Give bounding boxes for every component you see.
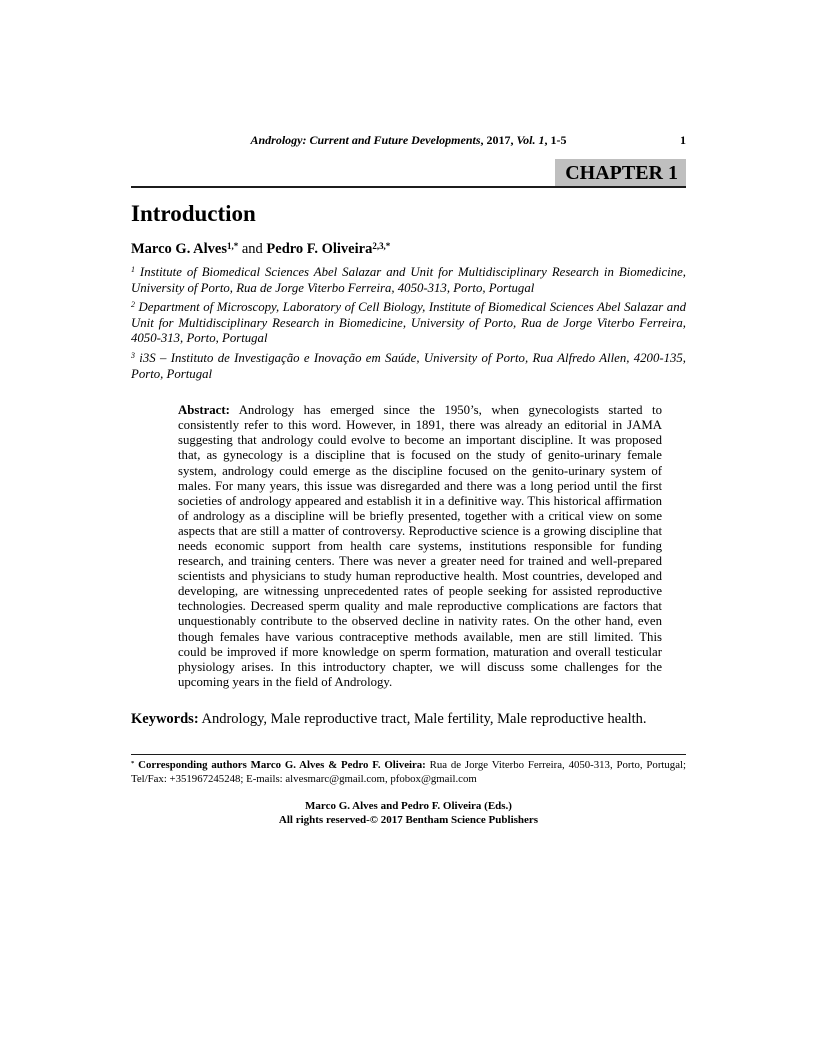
affiliation-1-text: Institute of Biomedical Sciences Abel Salazar and Unit for Multidisciplinary Research in Biomedicine, University of Porto, Rua de Jorge Viterbo Ferreira, 4050-313, Porto, Portugal <box>131 265 686 295</box>
author-2-name: Pedro F. Oliveira <box>266 241 373 257</box>
author-1-superscript: 1,* <box>226 240 239 251</box>
affiliation-1-superscript: 1 <box>131 265 135 275</box>
author-1-name: Marco G. Alves <box>131 241 227 257</box>
running-header-journal: Andrology: Current and Future Developments <box>250 133 481 147</box>
affiliation-item-2 <box>131 300 686 347</box>
keywords-block <box>131 710 686 730</box>
running-header <box>131 133 686 147</box>
footnote-divider <box>131 754 686 755</box>
affiliation-2-text: Department of Microscopy, Laboratory of Cell Biology, Institute of Biomedical Sciences Abel Salazar and Unit for Multidisciplinary Research in Biomedicine, University of Porto, Rua de Jorge Viterbo Ferreira, 4050-313, Porto, Portugal <box>131 300 686 346</box>
footnote-bold-text: Corresponding authors Marco G. Alves & Pedro F. Oliveira: <box>134 759 426 772</box>
affiliations-block <box>131 265 686 382</box>
keywords-label: Keywords: <box>131 710 199 727</box>
abstract-label: Abstract: <box>178 403 230 418</box>
chapter-title: Introduction <box>131 201 256 226</box>
chapter-heading: CHAPTER 1 <box>555 159 686 186</box>
authors-line <box>131 240 686 258</box>
running-header-volume: Vol. 1 <box>516 133 545 147</box>
footnote-asterisk: * <box>131 760 135 768</box>
corresponding-author-footnote <box>131 759 686 786</box>
publisher-editors-line: Marco G. Alves and Pedro F. Oliveira (Eds.) <box>305 800 512 813</box>
authors-connector: and <box>238 241 267 257</box>
abstract-block <box>178 403 662 690</box>
publisher-rights-line: All rights reserved-© 2017 Bentham Science Publishers <box>278 814 539 827</box>
chapter-heading-row <box>131 159 686 188</box>
affiliation-item-3 <box>131 351 686 382</box>
author-2-superscript: 2,3,* <box>372 240 391 251</box>
affiliation-2-superscript: 2 <box>131 300 135 310</box>
page-number: 1 <box>680 133 686 147</box>
affiliation-3-text: i3S – Instituto de Investigação e Inovação em Saúde, University of Porto, Rua Alfredo Allen, 4200-135, Porto, Portugal <box>131 350 686 381</box>
keywords-text: Andrology, Male reproductive tract, Male fertility, Male reproductive health. <box>198 710 647 727</box>
publisher-block <box>131 799 686 827</box>
running-header-pages: , 1-5 <box>544 133 567 147</box>
affiliation-item-1 <box>131 265 686 296</box>
abstract-text: Andrology has emerged since the 1950’s, when gynecologists started to consistently refer to this word. However, in 1891, there was already an editorial in JAMA suggesting that andrology could evolve to become an important discipline. It was proposed that, as gynecology is a discipline that is focused on the study of genito-urinary female system, andrology could emerge as the discipline focused on the genito-urinary system of males. For many years, this issue was disregarded and there was a long period until the first societies of andrology appeared and establish it in a definitive way. This historical affirmation of andrology as a discipline will be briefly presented, together with a critical view on some aspects that are still a matter of controversy. Reproductive science is a growing discipline that needs economic support from health care systems, institutions responsible for funding research, and training centers. There was never a greater need for trained and well-prepared scientists and physicians to study human reproductive health. Most countries, developed and developing, are witnessing unprecedented rates of people seeking for assisted reproductive technologies. Decreased sperm quality and male reproductive complications are factors that unquestionably contribute to the observed decline in nativity rates. On the other hand, even though females have various contraceptive methods available, men are still limited. This could be improved if more knowledge on sperm formation, maturation and overall testicular physiology arises. In this introductory chapter, we will discuss some challenges for the upcoming years in the field of Andrology. <box>178 403 662 689</box>
footnote-text: Rua de Jorge Viterbo Ferreira, 4050-313, Porto, Portugal; Tel/Fax: +351967245248; E-mails: alvesmarc@gmail.com, pfobox@gmail.com <box>131 759 687 785</box>
running-header-year: , 2017, <box>480 133 517 147</box>
affiliation-3-superscript: 3 <box>131 351 135 361</box>
